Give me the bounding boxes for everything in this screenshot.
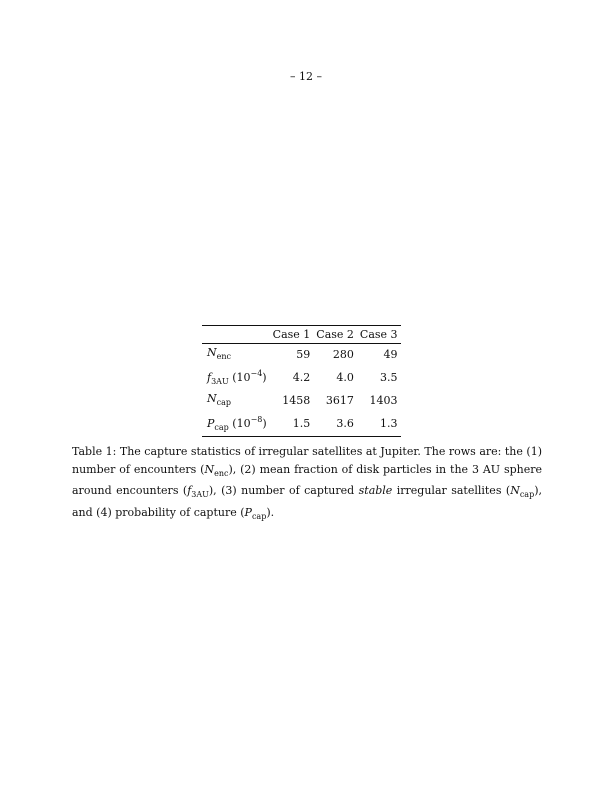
table-caption: Table 1: The capture statistics of irregular satellites at Jupiter. The rows are: the (1) number of encounters $(N_{enc})$, (2) mean fraction of disk particles in the 3 AU sphere around encounters $(f_{3AU})$, (3) number of captured stable irregular satellites $(N_{cap})$, and (4) probability of capture $(P_{cap})$. <box>72 445 542 521</box>
table-cell: 4.0 <box>336 370 354 384</box>
row-label-n-enc: $N_{enc}$ <box>207 345 231 361</box>
table-cell: 3617 <box>325 393 354 407</box>
row-label-p-cap: $P_{cap}$ $(10^{-8})$ <box>207 414 267 432</box>
table-cell: 4.2 <box>292 370 311 384</box>
capture-statistics-table-container <box>202 325 398 437</box>
table-cell: 59 <box>296 347 311 361</box>
table-cell: 3.6 <box>336 416 354 430</box>
table-cell: 1.3 <box>380 416 398 430</box>
table-cell: 280 <box>332 347 354 361</box>
row-label-n-cap: $N_{cap}$ <box>207 391 231 407</box>
table-row <box>202 411 401 437</box>
table-row <box>202 365 401 390</box>
header-case-3: Case 3 <box>359 327 398 341</box>
table-row <box>202 344 401 366</box>
header-case-1: Case 1 <box>272 327 311 341</box>
header-empty-cell <box>202 326 270 344</box>
table-cell: 3.5 <box>380 370 398 384</box>
table-row <box>202 390 401 411</box>
table-cell: 49 <box>383 347 398 361</box>
capture-statistics-table <box>202 325 401 437</box>
table-header-row <box>202 326 401 344</box>
table-cell: 1.5 <box>292 416 311 430</box>
table-cell: 1403 <box>369 393 398 407</box>
table-cell: 1458 <box>282 393 311 407</box>
page-number: – 12 – <box>290 70 322 83</box>
row-label-f-3au: $f_{3AU}$ $(10^{-4})$ <box>207 368 267 386</box>
header-case-2: Case 2 <box>316 327 354 341</box>
